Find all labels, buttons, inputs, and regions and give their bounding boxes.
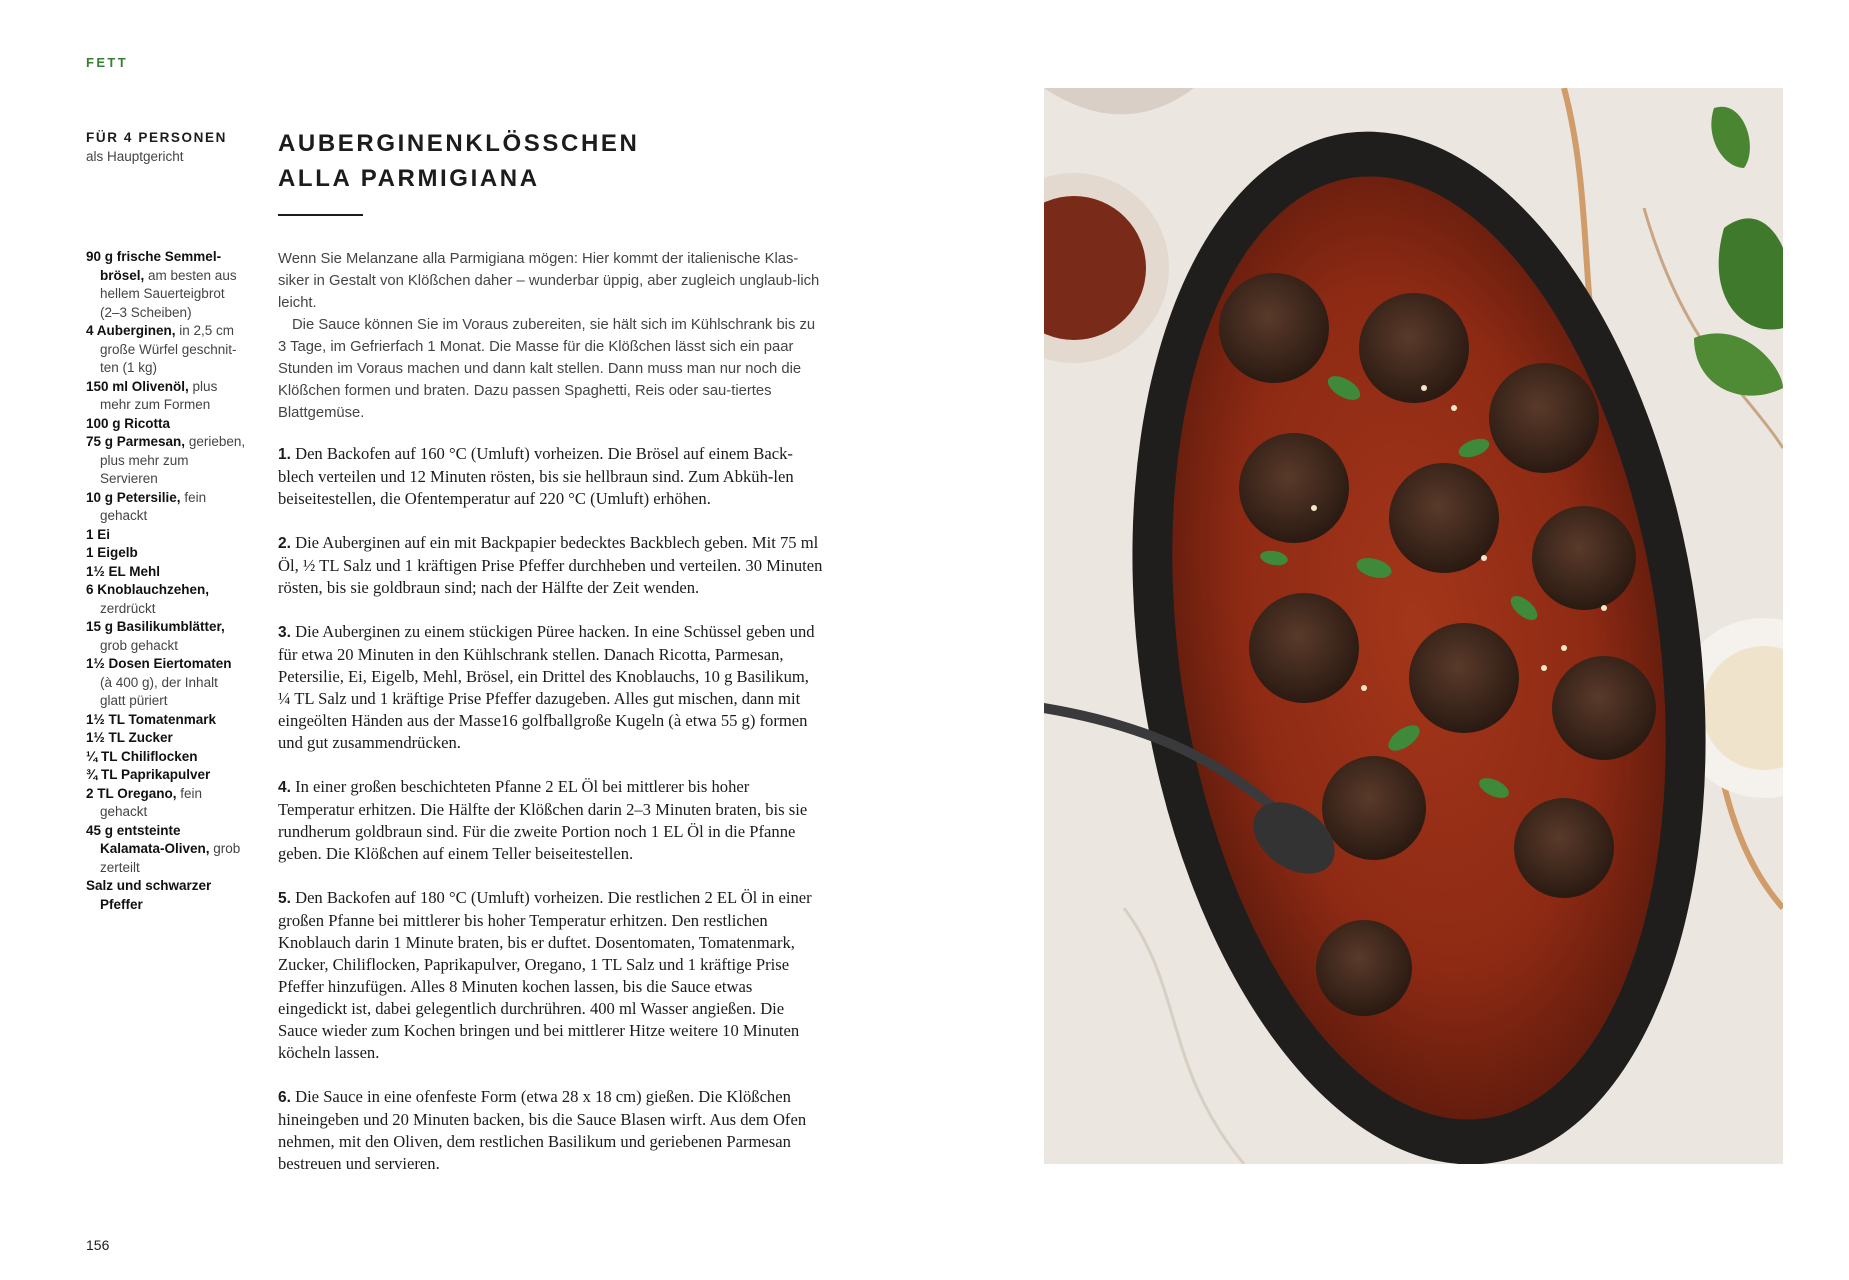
recipe-title — [278, 126, 639, 196]
ingredient-quantity: 1½ Dosen Eiertomaten — [86, 656, 232, 671]
ingredient-quantity: Salz und schwarzer Pfeffer — [86, 878, 212, 912]
ingredient-item — [86, 526, 246, 545]
ingredient-quantity: 2 TL Oregano, — [86, 785, 177, 801]
step-text: Die Sauce in eine ofenfeste Form (etwa 28 x 18 cm) gießen. Die Klößchen hineingeben und 20 Minuten backen, bis die Sauce Blasen wirft. Aus dem Ofen nehmen, mit den Oliven, dem restlichen Basilikum und geriebenen Parmesan bestreuen und servieren. — [278, 1087, 807, 1173]
step-text: Den Backofen auf 180 °C (Umluft) vorheizen. Die restlichen 2 EL Öl in einer großen Pfanne bei mittlerer bis hoher Temperatur erhitzen. Den restlichen Knoblauch darin 1 Minute braten, bis er duftet. Dosentomaten, Tomatenmark, Zucker, Chiliflocken, Paprikapulver, Oregano, 1 TL Salz und 1 kräftige Prise Pfeffer hinzufügen. Alles 8 Minuten kochen lassen, bis die Sauce etwas eingedickt ist, dabei gelegentlich durchrühren. 400 ml Wasser angießen. Die Sauce wieder zum Kochen bringen und bei mittlerer Hitze weitere 10 Minuten köcheln lassen. — [278, 888, 812, 1062]
recipe-intro — [278, 248, 823, 424]
step-text: In einer großen beschichteten Pfanne 2 EL Öl bei mittlerer bis hoher Temperatur erhitzen. Die Hälfte der Klößchen darin 2–3 Minuten braten, bis sie rundherum goldbraun sind. Für die zweite Portion noch 1 EL Öl in die Pfanne geben. Die Klößchen auf einem Teller beiseitestellen. — [278, 777, 808, 863]
ingredient-item — [86, 822, 246, 878]
ingredient-item — [86, 378, 246, 415]
ingredient-note: am besten aus hellem Sauerteigbrot (2–3 Scheiben) — [100, 267, 237, 320]
ingredient-item — [86, 415, 246, 434]
recipe-step — [278, 776, 823, 865]
ingredient-quantity: 45 g entsteinte Kalamata-Oliven, — [86, 822, 210, 856]
recipe-step — [278, 621, 823, 754]
section-label: FETT — [86, 55, 129, 70]
ingredient-quantity: 1½ TL Zucker — [86, 730, 173, 745]
ingredient-item — [86, 489, 246, 526]
recipe-step — [278, 1086, 823, 1175]
ingredient-note: grob zerteilt — [100, 841, 241, 875]
ingredient-quantity: 1 Eigelb — [86, 545, 138, 560]
title-rule — [278, 214, 363, 216]
ingredient-quantity: 1 Ei — [86, 526, 111, 542]
ingredient-quantity: 100 g Ricotta — [86, 415, 171, 431]
step-text: Den Backofen auf 160 °C (Umluft) vorheizen. Die Brösel auf einem Back-blech verteilen und 12 Minuten rösten, bis sie hellbraun sind. Zum Abküh-len beiseitestellen, die Ofentemperatur auf 220 °C (Umluft) erhöhen. — [278, 444, 794, 508]
step-number: 5. — [278, 890, 291, 907]
ingredient-note: zerdrückt — [100, 600, 156, 616]
dish-photo — [1044, 88, 1783, 1164]
ingredient-quantity: 1½ EL Mehl — [86, 563, 161, 579]
ingredient-item — [86, 766, 246, 785]
ingredient-item — [86, 618, 246, 655]
recipe-title-line-2: ALLA PARMIGIANA — [278, 165, 540, 192]
ingredient-note: gerieben, plus mehr zum Servieren — [100, 434, 246, 486]
ingredient-quantity: 90 g frische Semmel-brösel, — [86, 249, 222, 283]
ingredient-item — [86, 748, 246, 767]
ingredient-quantity: ¾ TL Paprikapulver — [86, 767, 211, 782]
ingredient-note: in 2,5 cm große Würfel geschnit-ten (1 kg) — [100, 323, 237, 375]
step-number: 3. — [278, 624, 291, 641]
step-text: Die Auberginen auf ein mit Backpapier bedecktes Backblech geben. Mit 75 ml Öl, ½ TL Salz und 1 kräftigen Prise Pfeffer durchheben und verteilen. 30 Minuten rösten, bis sie goldbraun sind; nach der Hälfte der Zeit wenden. — [278, 533, 823, 597]
ingredient-quantity: 75 g Parmesan, — [86, 434, 186, 449]
step-text: Die Auberginen zu einem stückigen Püree hacken. In eine Schüssel geben und für etwa 20 Minuten in den Kühlschrank stellen. Danach Ricotta, Parmesan, Petersilie, Ei, Eigelb, Mehl, Brösel, ein Drittel des Knoblauchs, 10 g Basilikum, ¼ TL Salz und 1 kräftige Prise Pfeffer dazugeben. Alles gut mischen, dann mit eingeölten Händen aus der Masse16 golfballgroße Kugeln (à etwa 55 g) formen und gut zusammendrücken. — [278, 622, 815, 752]
ingredient-note: grob gehackt — [100, 637, 179, 653]
ingredient-item — [86, 729, 246, 748]
ingredient-quantity: 150 ml Olivenöl, — [86, 378, 189, 394]
step-number: 2. — [278, 535, 291, 552]
ingredient-quantity: 15 g Basilikumblätter, — [86, 619, 225, 634]
ingredient-note: fein gehackt — [100, 785, 203, 819]
ingredient-item — [86, 563, 246, 582]
step-number: 1. — [278, 446, 291, 463]
ingredient-quantity: 6 Knoblauchzehen, — [86, 582, 210, 597]
ingredient-item — [86, 433, 246, 489]
ingredient-note: plus mehr zum Formen — [100, 378, 218, 412]
ingredient-note: (à 400 g), der Inhalt glatt püriert — [100, 674, 218, 708]
ingredient-item — [86, 785, 246, 822]
ingredient-item — [86, 877, 246, 914]
servings-title: FÜR 4 PERSONEN — [86, 130, 227, 145]
recipe-step — [278, 532, 823, 599]
step-number: 4. — [278, 779, 291, 796]
ingredient-quantity: 1½ TL Tomatenmark — [86, 711, 217, 727]
ingredient-quantity: 4 Auberginen, — [86, 323, 176, 338]
step-number: 6. — [278, 1089, 291, 1106]
ingredient-item — [86, 655, 246, 711]
intro-paragraph: Die Sauce können Sie im Voraus zubereiten, sie hält sich im Kühlschrank bis zu 3 Tage, im Gefrierfach 1 Monat. Die Masse für die Klößchen lässt sich ein paar Stunden im Voraus machen und dann kalt stellen. Dann muss man nur noch die Klößchen formen und braten. Dazu passen Spaghetti, Reis oder sau-tiertes Blattgemüse. — [278, 317, 816, 421]
ingredient-list — [86, 248, 246, 914]
recipe-steps — [278, 443, 823, 1197]
recipe-title-line-1: AUBERGINENKLÖSSCHEN — [278, 130, 640, 157]
servings-info — [86, 130, 246, 164]
recipe-step — [278, 887, 823, 1064]
recipe-step — [278, 443, 823, 510]
intro-paragraph: Wenn Sie Melanzane alla Parmigiana mögen: Hier kommt der italienische Klas-siker in Gestalt von Klößchen daher – wunderbar üppig, aber zugleich unglaub-lich leicht. — [278, 251, 820, 311]
ingredient-item — [86, 544, 246, 563]
ingredient-item — [86, 322, 246, 378]
ingredient-quantity: ¼ TL Chiliflocken — [86, 748, 198, 764]
ingredient-item — [86, 711, 246, 730]
ingredient-item — [86, 581, 246, 618]
servings-subtitle: als Hauptgericht — [86, 149, 184, 164]
ingredient-item — [86, 248, 246, 322]
page-number: 156 — [86, 1237, 110, 1253]
ingredient-note: fein gehackt — [100, 489, 207, 523]
ingredient-quantity: 10 g Petersilie, — [86, 489, 181, 505]
